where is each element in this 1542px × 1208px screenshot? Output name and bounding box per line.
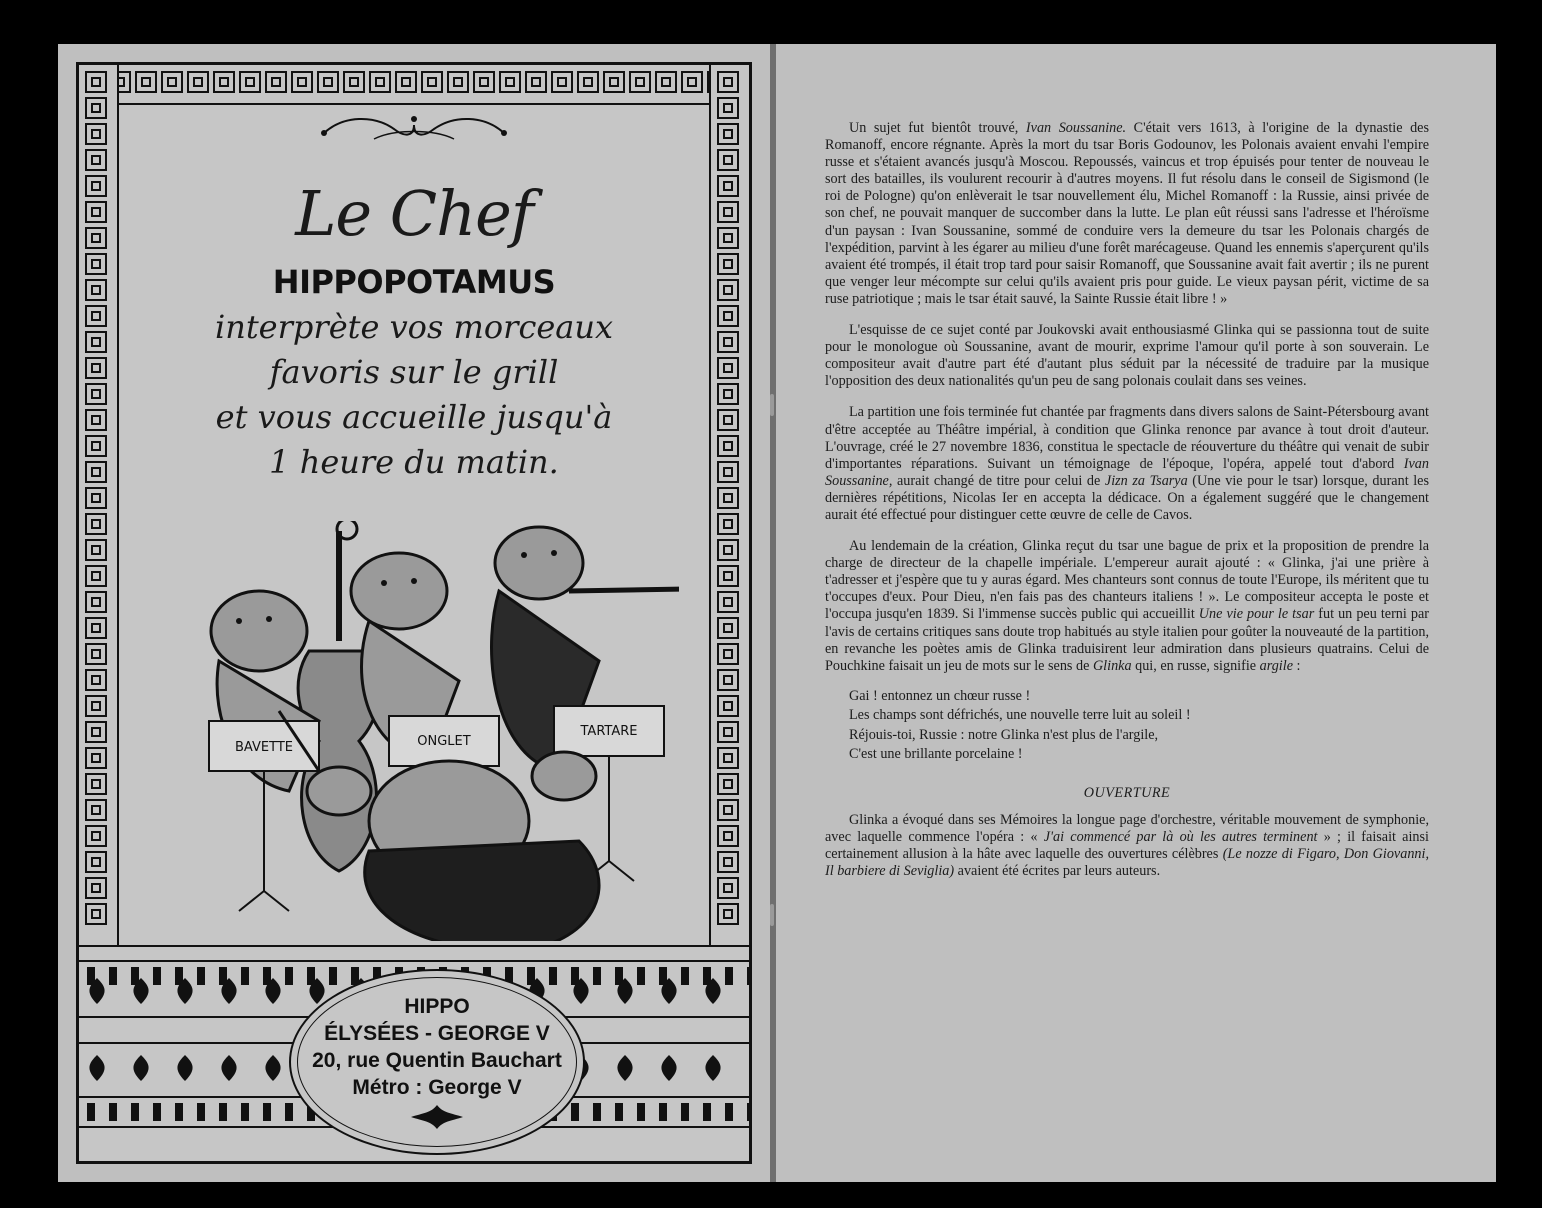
greek-key-icon <box>717 799 739 821</box>
advert-footer <box>79 945 749 1163</box>
address-line-4: Métro : George V <box>352 1076 522 1099</box>
greek-key-icon <box>717 617 739 639</box>
paragraph: L'esquisse de ce sujet conté par Joukovski avait enthousiasmé Glinka qui se passionna tout de suite pour le monologue où Soussanine, avant de mourir, exprime l'amour qu'il porte à son souverain. Le compositeur avait d'autre part été d'autant plus séduit par la nécessité de traduire par la musique l'opposition des deux nationalités qu'un peu de sang polonais coulait dans ses veines. <box>825 322 1429 390</box>
greek-key-icon <box>317 71 339 93</box>
greek-key-icon <box>265 71 287 93</box>
greek-key-icon <box>717 97 739 119</box>
greek-key-icon <box>717 201 739 223</box>
greek-key-icon <box>85 357 107 379</box>
greek-key-icon <box>577 71 599 93</box>
greek-key-icon <box>717 773 739 795</box>
address-line-2: ÉLYSÉES - GEORGE V <box>324 1022 550 1045</box>
greek-key-icon <box>85 747 107 769</box>
greek-key-icon <box>717 695 739 717</box>
greek-key-icon <box>717 149 739 171</box>
greek-key-icon <box>717 851 739 873</box>
greek-key-icon <box>85 305 107 327</box>
paragraph: Glinka a évoqué dans ses Mémoires la longue page d'orchestre, véritable mouvement de symphonie, avec laquelle commence l'opéra : « J'ai commencé par là où les autres terminent » ; il faisait ainsi certainement allusion à la hâte avec laquelle des ouvertures célèbres (Le nozze di Figaro, Don Giovanni, Il barbiere di Seviglia) avaient été écrites par leurs auteurs. <box>825 811 1429 880</box>
greek-key-icon <box>187 71 209 93</box>
tagline-line: favoris sur le grill <box>269 353 559 391</box>
fleur-ornament-icon <box>407 1103 467 1131</box>
tagline <box>119 305 709 485</box>
greek-key-icon <box>85 539 107 561</box>
right-page-text <box>776 44 1496 1182</box>
greek-key-icon <box>85 565 107 587</box>
greek-key-icon <box>85 591 107 613</box>
poem-line: Les champs sont défrichés, une nouvelle terre luit au soleil ! <box>849 707 1191 724</box>
greek-key-icon <box>85 71 107 93</box>
greek-key-icon <box>603 71 625 93</box>
greek-key-icon <box>717 71 739 93</box>
flute-icon <box>569 589 679 591</box>
left-page-advert <box>58 44 770 1182</box>
greek-key-icon <box>85 461 107 483</box>
greek-key-icon <box>395 71 417 93</box>
greek-key-icon <box>717 591 739 613</box>
paragraph: Un sujet fut bientôt trouvé, Ivan Soussanine. C'était vers 1613, à l'origine de la dynastie des Romanoff, encore régnante. Après la mort du tsar Boris Godounov, les Polonais avaient envahi l'empire russe et s'étaient avancés jusqu'à Moscou. Repoussés, vaincus et trop épuisés pour tenter de nouveau le sort des batailles, ils voulurent recourir à d'autres moyens. Il fut résolu dans le conseil de Sigismond (le roi de Pologne) qu'on enlèverait le tsar nouvellement élu, Michel Romanoff : la Russie, ainsi privée de son chef, ne pouvait manquer de succomber dans la lutte. Le plan eût réussi sans l'adresse et l'héroïsme d'un paysan : Ivan Soussanine, sommé de conduire vers la demeure du tsar les Polonais chargés de l'expédition, parvint à les égarer au milieu d'une forêt marécageuse. Quand les ennemis s'aperçurent qu'ils avaient été trompés, il était trop tard pour saisir Romanoff, que Soussanine avait fait avertir ; ils ne purent que venger leur mécompte sur celui qu'ils avaient pris pour guide. Le vieux paysan périt, victime de sa ruse patriotique ; mais le tsar était sauvé, la Sainte Russie était libre ! » <box>825 120 1429 307</box>
greek-key-icon <box>85 851 107 873</box>
paragraph: La partition une fois terminée fut chantée par fragments dans divers salons de Saint-Pétersbourg avant d'être acceptée au Théâtre impérial, à condition que Glinka renonce par avance à tout droit d'auteur. L'ouvrage, créé le 27 novembre 1836, constitua le spectacle de réouverture du théâtre qui venait de subir d'importantes réparations. Suivant un témoignage de l'époque, l'opéra, appelé tout d'abord Ivan Soussanine, aurait changé de titre pour celui de Jizn za Tsarya (Une vie pour le tsar) lorsque, durant les dernières répétitions, Nicolas Ier en accepta la dédicace. On a également suggéré que le changement aurait été effectué pour distinguer cette œuvre de celle de Cavos. <box>825 404 1429 523</box>
greek-key-icon <box>717 643 739 665</box>
greek-key-icon <box>447 71 469 93</box>
greek-key-icon <box>85 721 107 743</box>
greek-key-icon <box>525 71 547 93</box>
stand-label-onglet: ONGLET <box>417 734 471 749</box>
greek-key-icon <box>717 331 739 353</box>
tagline-line: et vous accueille jusqu'à <box>215 398 613 436</box>
greek-key-icon <box>85 227 107 249</box>
stand-label-bavette: BAVETTE <box>235 740 293 755</box>
greek-key-icon <box>85 695 107 717</box>
greek-key-icon <box>717 305 739 327</box>
hippo-head-left <box>211 591 307 671</box>
greek-key-icon <box>717 357 739 379</box>
greek-key-icon <box>85 201 107 223</box>
greek-key-icon <box>717 903 739 925</box>
greek-key-icon <box>85 149 107 171</box>
hippo-head-flute <box>495 527 583 599</box>
staple-icon <box>770 904 774 926</box>
address-line-1: HIPPO <box>404 995 470 1018</box>
greek-key-icon <box>85 97 107 119</box>
greek-key-icon <box>717 539 739 561</box>
greek-key-icon <box>343 71 365 93</box>
advert-frame <box>76 62 752 1164</box>
greek-key-icon <box>85 409 107 431</box>
section-heading: OUVERTURE <box>1083 784 1171 801</box>
hippo-head-violin <box>351 553 447 629</box>
article-body <box>825 120 1429 880</box>
greek-key-border-right <box>709 65 749 945</box>
paragraph: Au lendemain de la création, Glinka reçut du tsar une bague de prix et la proposition de prendre la charge de directeur de la chapelle impériale. L'empereur aurait ajouté : « Glinka, j'ai une prière à t'adresser et j'espère que tu y auras égard. Mes chanteurs sont connus de toute l'Europe, ils méritent que tu t'occupes d'eux. Pour Dieu, n'en fais pas des chanteurs italiens ! ». Le compositeur accepta le poste et l'occupa jusqu'en 1839. Si l'immense succès public qui accueillit Une vie pour le tsar fut un peu terni par l'avis de certains critiques sans doute trop habitués au style italien pour goûter la nouveauté de la partition, en revanche les poètes amis de Glinka traduisirent leur admiration dans plusieurs quatrains. Celui de Pouchkine faisait un jeu de mots sur le sens de Glinka qui, en russe, signifie argile : <box>825 538 1429 674</box>
music-stand-onglet <box>389 716 499 766</box>
greek-key-icon <box>85 903 107 925</box>
greek-key-icon <box>85 331 107 353</box>
greek-key-icon <box>551 71 573 93</box>
greek-key-border-top <box>79 65 749 105</box>
greek-key-icon <box>85 279 107 301</box>
greek-key-icon <box>291 71 313 93</box>
greek-key-icon <box>717 383 739 405</box>
greek-key-icon <box>717 487 739 509</box>
greek-key-icon <box>717 669 739 691</box>
greek-key-icon <box>85 487 107 509</box>
poem-line: C'est une brillante porcelaine ! <box>849 746 1023 763</box>
greek-key-icon <box>85 669 107 691</box>
greek-key-icon <box>85 175 107 197</box>
greek-key-icon <box>85 877 107 899</box>
greek-key-icon <box>85 435 107 457</box>
greek-key-icon <box>85 383 107 405</box>
greek-key-icon <box>213 71 235 93</box>
greek-key-icon <box>717 747 739 769</box>
greek-key-icon <box>717 123 739 145</box>
greek-key-icon <box>717 279 739 301</box>
stand-label-tartare: TARTARE <box>580 724 638 739</box>
greek-key-icon <box>717 565 739 587</box>
greek-key-icon <box>717 409 739 431</box>
poem-line: Réjouis-toi, Russie : notre Glinka n'est plus de l'argile, <box>849 726 1159 743</box>
greek-key-icon <box>85 825 107 847</box>
greek-key-icon <box>629 71 651 93</box>
staple-icon <box>770 394 774 416</box>
greek-key-icon <box>85 123 107 145</box>
greek-key-icon <box>681 71 703 93</box>
brand-name: HIPPOPOTAMUS <box>272 263 556 301</box>
script-title: Le Chef <box>295 177 533 250</box>
address-line-3: 20, rue Quentin Bauchart <box>312 1049 562 1072</box>
greek-key-icon <box>717 825 739 847</box>
greek-key-icon <box>473 71 495 93</box>
greek-key-icon <box>161 71 183 93</box>
tagline-line: 1 heure du matin. <box>269 443 559 481</box>
greek-key-icon <box>717 461 739 483</box>
greek-key-icon <box>717 877 739 899</box>
greek-key-icon <box>717 435 739 457</box>
greek-key-icon <box>717 175 739 197</box>
greek-key-icon <box>499 71 521 93</box>
greek-key-icon <box>85 513 107 535</box>
greek-key-icon <box>421 71 443 93</box>
greek-key-icon <box>85 799 107 821</box>
greek-key-icon <box>717 721 739 743</box>
greek-key-icon <box>239 71 261 93</box>
greek-key-icon <box>85 773 107 795</box>
greek-key-icon <box>369 71 391 93</box>
poem-line: Gai ! entonnez un chœur russe ! <box>849 687 1031 704</box>
greek-key-icon <box>717 513 739 535</box>
address-oval <box>289 969 585 1155</box>
greek-key-icon <box>85 253 107 275</box>
greek-key-icon <box>135 71 157 93</box>
greek-key-icon <box>717 253 739 275</box>
greek-key-border-left <box>79 65 119 945</box>
greek-key-icon <box>85 617 107 639</box>
hippo-orchestra-illustration <box>199 521 679 941</box>
poem-quatrain <box>849 687 1429 765</box>
greek-key-icon <box>85 643 107 665</box>
advert-content <box>119 105 709 945</box>
greek-key-icon <box>717 227 739 249</box>
greek-key-icon <box>655 71 677 93</box>
scroll-ornament-icon <box>314 111 514 145</box>
tagline-line: interprète vos morceaux <box>214 308 614 346</box>
